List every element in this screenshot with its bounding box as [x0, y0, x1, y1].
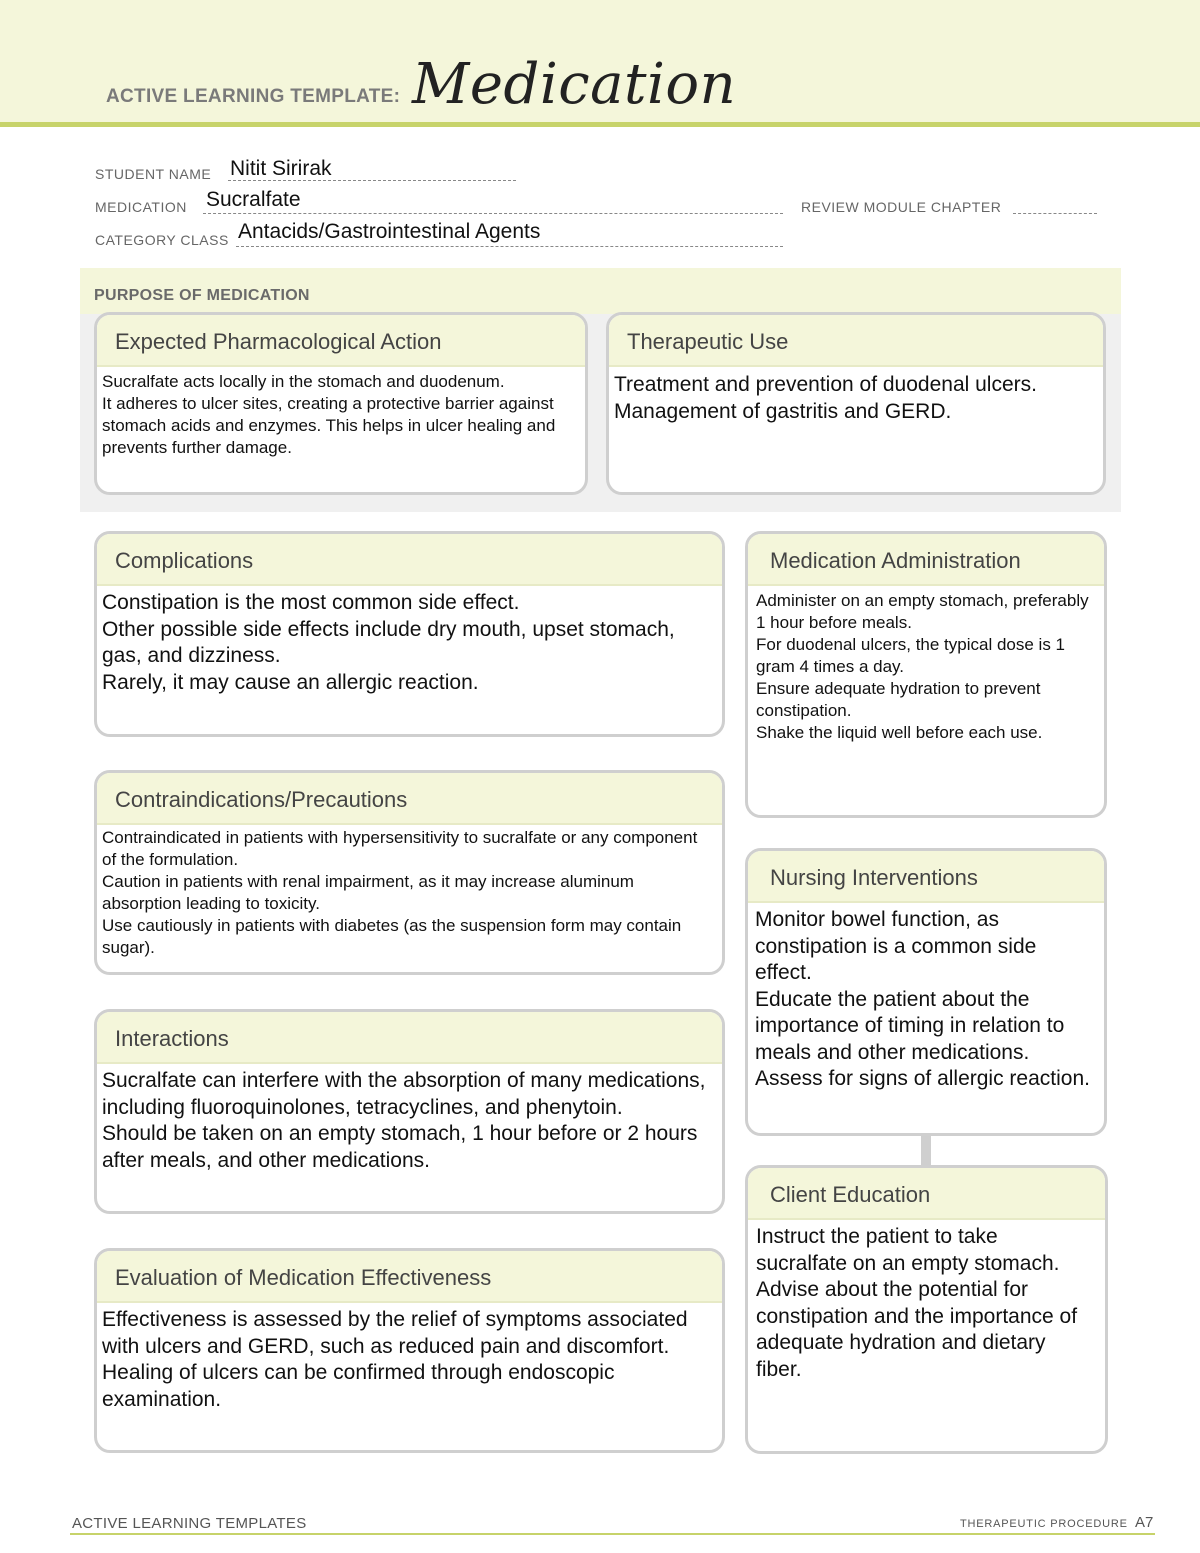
student-name-field[interactable]: Nitit Sirirak — [230, 157, 332, 180]
administration-header — [748, 534, 1104, 586]
complications-title: Complications — [115, 548, 254, 573]
interactions-title: Interactions — [115, 1026, 229, 1051]
therapeutic-use-header — [609, 315, 1103, 367]
complications-text[interactable]: Constipation is the most common side effect. Other possible side effects include dry mouth, upset stomach, gas, and dizziness. Rarely, it may cause an allergic reaction. — [102, 591, 675, 694]
education-title: Client Education — [770, 1182, 931, 1207]
nursing-text[interactable]: Monitor bowel function, as constipation is a common side effect. Educate the patient about the importance of timing in relation to meals and other medications. Assess for signs of allergic reaction. — [755, 908, 1090, 1090]
connector-bar — [921, 1135, 931, 1165]
header-label: ACTIVE LEARNING TEMPLATE: — [106, 86, 401, 107]
nursing-header — [748, 851, 1104, 903]
nursing-box — [745, 848, 1107, 1136]
header-rule — [0, 122, 1200, 127]
category-class-label: CATEGORY CLASS — [95, 232, 229, 248]
administration-title: Medication Administration — [770, 548, 1021, 573]
medication-line — [203, 213, 783, 214]
contraindications-text[interactable]: Contraindicated in patients with hypersensitivity to sucralfate or any component of the formulation. Caution in patients with renal impairment, as it may increase aluminum absorption leading to toxicity. Use cautiously in patients with diabetes (as the suspension form may contain sugar). — [102, 828, 698, 957]
expected-action-box — [94, 312, 588, 495]
therapeutic-use-text[interactable]: Treatment and prevention of duodenal ulcers. Management of gastritis and GERD. — [614, 373, 1037, 423]
evaluation-text[interactable]: Effectiveness is assessed by the relief of symptoms associated with ulcers and GERD, such as reduced pain and discomfort. Healing of ulcers can be confirmed through endoscopic examination. — [102, 1308, 688, 1411]
expected-action-header — [97, 315, 585, 367]
evaluation-header — [97, 1251, 722, 1303]
contraindications-header — [97, 773, 722, 825]
expected-action-title: Expected Pharmacological Action — [115, 329, 442, 354]
nursing-title: Nursing Interventions — [770, 865, 978, 890]
interactions-text[interactable]: Sucralfate can interfere with the absorption of many medications, including fluoroquinolones, tetracyclines, and phenytoin. Should be taken on an empty stomach, 1 hour before or 2 hours after meals, and other medications. — [102, 1069, 706, 1172]
footer-left-label: ACTIVE LEARNING TEMPLATES — [72, 1515, 307, 1532]
evaluation-box — [94, 1248, 725, 1453]
complications-header — [97, 534, 722, 586]
administration-text[interactable]: Administer on an empty stomach, preferably 1 hour before meals. For duodenal ulcers, the typical dose is 1 gram 4 times a day. Ensure adequate hydration to prevent constipation. Shake the liquid well before each use. — [756, 591, 1089, 742]
expected-action-text[interactable]: Sucralfate acts locally in the stomach and duodenum. It adheres to ulcer sites, creating a protective barrier against stomach acids and enzymes. This helps in ulcer healing and prevents further damage. — [102, 372, 556, 457]
category-class-line — [236, 246, 783, 247]
contraindications-box — [94, 770, 725, 975]
interactions-box — [94, 1009, 725, 1214]
interactions-header — [97, 1012, 722, 1064]
category-class-field[interactable]: Antacids/Gastrointestinal Agents — [238, 220, 541, 243]
evaluation-title: Evaluation of Medication Effectiveness — [115, 1265, 492, 1290]
medication-label: MEDICATION — [95, 199, 187, 215]
education-header — [748, 1168, 1105, 1220]
administration-box — [745, 531, 1107, 818]
contraindications-title: Contraindications/Precautions — [115, 787, 408, 812]
footer-rule — [70, 1533, 1155, 1535]
review-module-line — [1013, 213, 1097, 214]
purpose-label: PURPOSE OF MEDICATION — [94, 287, 310, 304]
therapeutic-use-box — [606, 312, 1106, 495]
education-box — [745, 1165, 1108, 1454]
student-name-label: STUDENT NAME — [95, 166, 212, 182]
footer-right-label: THERAPEUTIC PROCEDURE — [960, 1518, 1128, 1530]
review-module-label: REVIEW MODULE CHAPTER — [801, 199, 1002, 215]
medication-field[interactable]: Sucralfate — [206, 188, 301, 211]
complications-box — [94, 531, 725, 737]
page-title: Medication — [412, 52, 737, 117]
education-text[interactable]: Instruct the patient to take sucralfate on an empty stomach. Advise about the potential for constipation and the importance of adequate hydration and dietary fiber. — [756, 1225, 1078, 1381]
page-number: A7 — [1135, 1514, 1154, 1531]
therapeutic-use-title: Therapeutic Use — [627, 329, 789, 354]
